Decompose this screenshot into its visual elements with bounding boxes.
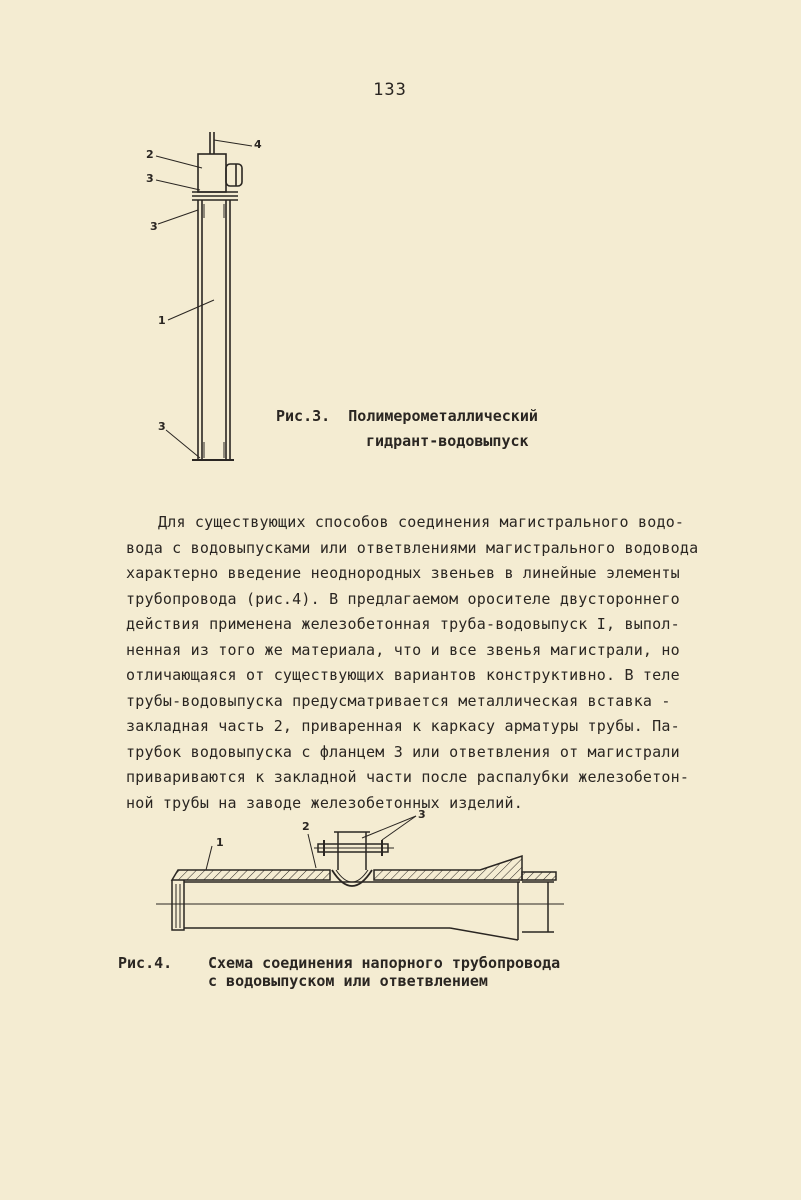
page-number: 133	[373, 80, 407, 100]
fig3-label-3-top: 3	[146, 172, 154, 185]
fig3-label-1: 1	[158, 314, 166, 327]
paragraph-line: Для существующих способов соединения магистрального водо-	[158, 513, 685, 531]
paragraph-line: отличающаяся от существующих вариантов конструктивно. В теле	[126, 666, 680, 684]
fig3-label-3-bottom: 3	[158, 420, 166, 433]
body-paragraph	[126, 510, 699, 816]
paragraph-line: ной трубы на заводе железобетонных изделий.	[126, 793, 523, 812]
paragraph-line: вода с водовыпусками или ответвлениями магистрального водовода	[126, 538, 699, 557]
fig4-caption-line2: с водовыпуском или ответвлением	[208, 972, 488, 990]
figure-3-caption	[276, 404, 606, 454]
paragraph-line: закладная часть 2, приваренная к каркасу арматуры трубы. Па-	[126, 717, 680, 735]
fig4-caption-number: Рис.4.	[118, 954, 173, 972]
paragraph-line: характерно введение неоднородных звеньев в линейные элементы	[126, 564, 680, 582]
figure-3-drawing	[140, 128, 280, 473]
fig3-caption-line1	[276, 404, 606, 429]
paragraph-line: привариваются к закладной части после распалубки железобетон-	[126, 768, 690, 786]
figure-4-caption	[118, 954, 638, 990]
paragraph-line: трубопровода (рис.4). В предлагаемом оросителе двустороннего	[126, 589, 680, 608]
fig3-label-4: 4	[254, 138, 262, 151]
fig3-caption-number: Рис.3.	[276, 407, 331, 425]
fig3-caption-line2: гидрант-водовыпуск	[366, 432, 529, 450]
fig4-label-1: 1	[216, 836, 224, 849]
fig4-label-2: 2	[302, 820, 310, 833]
paragraph-line: трубок водовыпуска с фланцем 3 или ответвления от магистрали	[126, 742, 680, 761]
paragraph-line: трубы-водовыпуска предусматривается металлическая вставка -	[126, 691, 671, 710]
fig3-label-3-middle: 3	[150, 220, 158, 233]
fig4-label-3: 3	[418, 808, 426, 821]
paragraph-line: действия применена железобетонная труба-водовыпуск I, выпол-	[126, 615, 680, 633]
fig4-caption-title: Схема соединения напорного трубопровода	[208, 954, 561, 972]
fig4-caption-line1	[118, 954, 638, 972]
fig3-caption-title: Полимерометаллический	[348, 407, 538, 425]
pipe-connection-drawing	[150, 806, 570, 954]
paragraph-line: ненная из того же материала, что и все звенья магистрали, но	[126, 640, 680, 659]
fig3-label-2: 2	[146, 148, 154, 161]
figure-4-drawing	[150, 806, 570, 954]
